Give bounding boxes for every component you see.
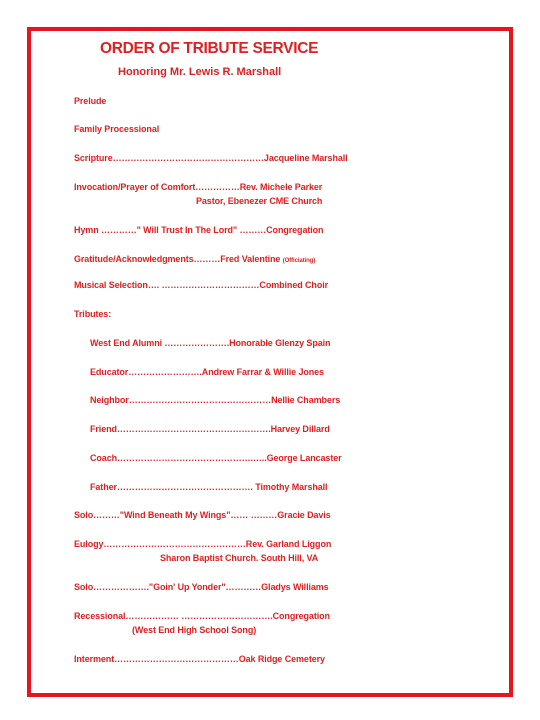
gratitude-text: Gratitude/Acknowledgments………Fred Valentine [74,254,281,264]
service-subtitle: Honoring Mr. Lewis R. Marshall [118,66,282,78]
program-item-recessional-detail: (West End High School Song) [132,625,257,635]
tribute-item: West End Alumni ………………….Honorable Glenzy Spain [90,338,331,348]
tribute-item: Neighbor…………………………………………Nellie Chambers [90,395,341,405]
program-item-recessional: Recessional……………… ………………………….Congregation [74,611,330,621]
program-item-scripture: Scripture……………………………………………Jacqueline Marshall [74,153,348,163]
program-item-eulogy: Eulogy…………………………………………Rev. Garland Liggon [74,539,332,549]
program-item-family-processional: Family Processional [74,124,160,134]
tribute-item: Educator…………………….Andrew Farrar & Willie Jones [90,367,324,377]
program-item-eulogy-detail: Sharon Baptist Church. South Hill, VA [160,553,319,563]
gratitude-note: (Officiating) [282,258,316,264]
program-item-interment: Interment……………………………………Oak Ridge Cemetery [74,654,325,664]
program-item-musical-selection: Musical Selection…. ……………………………Combined Choir [74,280,329,290]
program-item-solo-2: Solo………………."Goin' Up Yonder"…………Gladys Williams [74,582,329,592]
tribute-item: Coach……………………………………….…..George Lancaster [90,453,342,463]
tributes-label: Tributes: [74,309,112,319]
program-item-gratitude [74,254,315,264]
program-item-solo-1: Solo………"Wind Beneath My Wings"…… ………Gracie Davis [74,510,331,520]
program-item-invocation-detail: Pastor, Ebenezer CME Church [196,196,323,206]
program-item-invocation: Invocation/Prayer of Comfort……………Rev. Michele Parker [74,182,323,192]
tribute-item: Father………………………………………. Timothy Marshall [90,482,328,492]
tribute-item: Friend…………………………………………….Harvey Dillard [90,424,330,434]
service-title: ORDER OF TRIBUTE SERVICE [100,40,319,57]
program-item-prelude: Prelude [74,96,107,106]
program-item-hymn: Hymn …………" Will Trust In The Lord" ………Congregation [74,225,324,235]
